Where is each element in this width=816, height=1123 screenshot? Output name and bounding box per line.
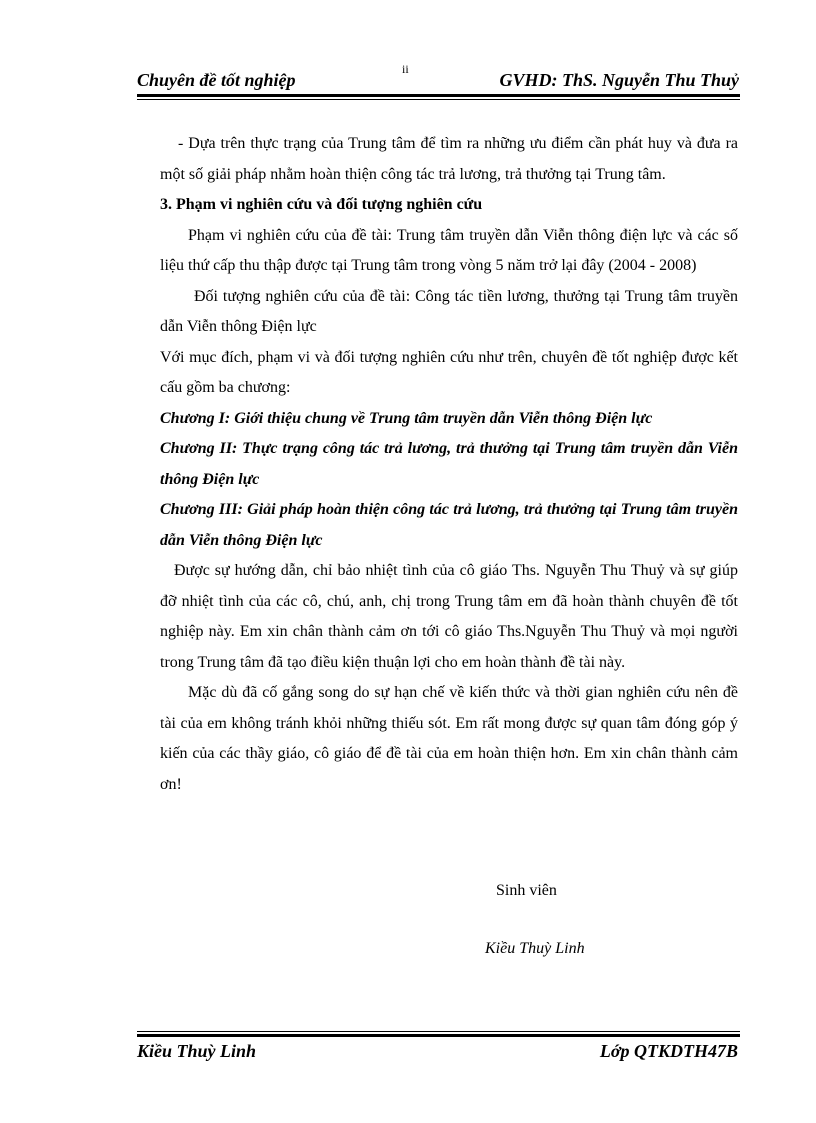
- chapter-2-title: Chương II: Thực trạng công tác trả lương, trả thưởng tại Trung tâm truyền dẫn Viễn thông Điện lực: [160, 440, 738, 488]
- paragraph-subject: Đối tượng nghiên cứu của đề tài: Công tác tiền lương, thưởng tại Trung tâm truyền dẫn Viễn thông Điện lực: [160, 287, 738, 335]
- chapter-3-title: Chương III: Giải pháp hoàn thiện công tác trả lương, trả thưởng tại Trung tâm truyền dẫn Viễn thông Điện lực: [160, 501, 738, 549]
- paragraph-closing: Mặc dù đã cố gắng song do sự hạn chế về kiến thức và thời gian nghiên cứu nên đề tài của em không tránh khỏi những thiếu sót. Em rất mong được sự quan tâm đóng góp ý kiến của các thầy giáo, cô giáo để đề tài của em hoàn thiện hơn. Em xin chân thành cảm ơn!: [160, 684, 738, 793]
- footer-author: Kiều Thuỳ Linh: [137, 1041, 257, 1061]
- document-body: [160, 129, 738, 800]
- page-header: [137, 68, 739, 92]
- header-rule-thin: [137, 99, 740, 100]
- page-number: ii: [402, 62, 409, 76]
- footer-rule-thin: [137, 1031, 740, 1032]
- header-rule-thick: [137, 94, 740, 97]
- chapter-1-title: Chương I: Giới thiệu chung về Trung tâm truyền dẫn Viễn thông Điện lực: [160, 409, 653, 427]
- header-supervisor: GVHD: ThS. Nguyễn Thu Thuỷ: [499, 70, 739, 90]
- paragraph-structure: Với mục đích, phạm vi và đối tượng nghiên cứu như trên, chuyên đề tốt nghiệp được kết cấu gồm ba chương:: [160, 348, 738, 396]
- footer-class: Lớp QTKDTH47B: [599, 1041, 738, 1061]
- header-document-type: Chuyên đề tốt nghiệp: [137, 70, 296, 90]
- paragraph-acknowledgement: Được sự hướng dẫn, chỉ bảo nhiệt tình của cô giáo Ths. Nguyễn Thu Thuỷ và sự giúp đỡ nhiệt tình của các cô, chú, anh, chị trong Trung tâm em đã hoàn thành chuyên đề tốt nghiệp này. Em xin chân thành cảm ơn tới cô giáo Ths.Nguyễn Thu Thuỷ và mọi người trong Trung tâm đã tạo điều kiện thuận lợi cho em hoàn thành đề tài này.: [160, 562, 738, 671]
- footer-rule-thick: [137, 1034, 740, 1037]
- signature-role: Sinh viên: [496, 882, 557, 899]
- signature-name: Kiều Thuỳ Linh: [485, 940, 585, 957]
- section-heading-scope: 3. Phạm vi nghiên cứu và đối tượng nghiên cứu: [160, 196, 483, 213]
- paragraph-objective: - Dựa trên thực trạng của Trung tâm để tìm ra những ưu điểm cần phát huy và đưa ra một số giải pháp nhằm hoàn thiện công tác trả lương, trả thưởng tại Trung tâm.: [160, 135, 738, 183]
- paragraph-scope: Phạm vi nghiên cứu của đề tài: Trung tâm truyền dẫn Viễn thông điện lực và các số liệu thứ cấp thu thập được tại Trung tâm trong vòng 5 năm trở lại đây (2004 - 2008): [160, 226, 738, 274]
